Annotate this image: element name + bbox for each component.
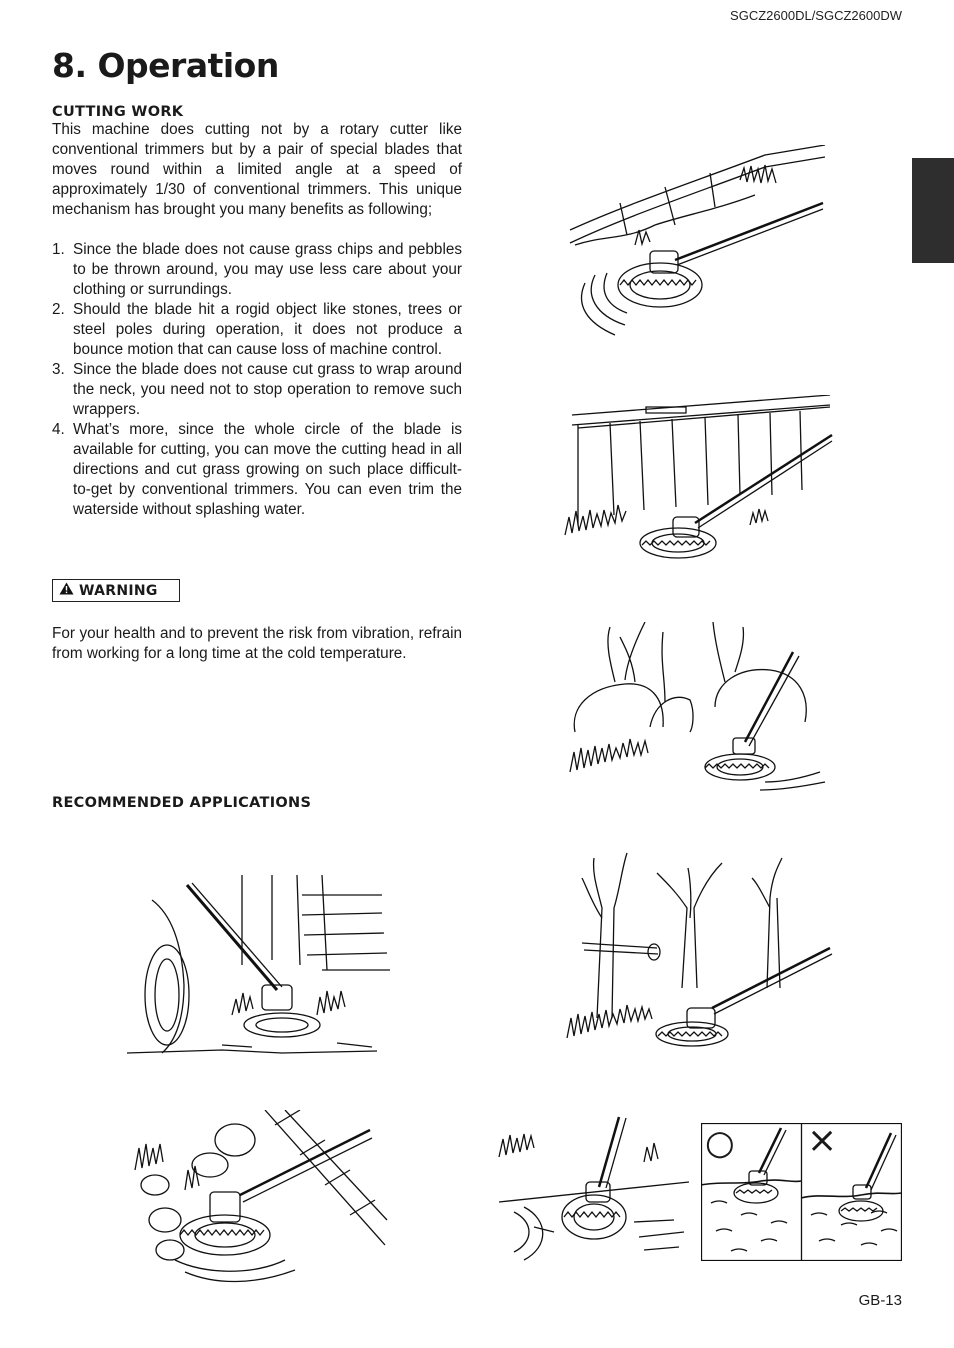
fence-trimming-illustration: [560, 395, 835, 575]
tree-trimming-illustration: [562, 848, 837, 1058]
rock-edge-trimming-illustration: [125, 1110, 390, 1290]
list-item: 4. What’s more, since the whole circle of the blade is available for cutting, you can move the cutting head in all directions and cut grass growing on such place difficult-to-get by conventional trimmers. You can even trim the waterside without splashing water.: [52, 421, 462, 518]
waterside-trimming-illustration: [494, 1112, 694, 1262]
water-depth-comparison: [701, 1120, 902, 1261]
warning-label: WARNING: [79, 582, 158, 599]
page-title: 8. Operation: [52, 46, 279, 85]
page-number: GB-13: [858, 1292, 902, 1309]
warning-text: For your health and to prevent the risk from vibration, refrain from working for a long time at the cold temperature.: [52, 625, 462, 662]
model-number: SGCZ2600DL/SGCZ2600DW: [730, 8, 902, 23]
section-tab: [912, 158, 954, 263]
ng-mark: ×: [807, 1120, 838, 1161]
warning-icon: [59, 582, 74, 600]
list-item: 3. Since the blade does not cause cut grass to wrap around the neck, you need not to stop operation to remove such wrappers.: [52, 361, 462, 418]
curb-trimming-illustration: [565, 145, 840, 345]
recommended-heading: RECOMMENDED APPLICATIONS: [52, 795, 312, 811]
cutting-work-heading: CUTTING WORK: [52, 104, 184, 120]
benefit-list: [52, 240, 462, 520]
shrub-trimming-illustration: [565, 622, 835, 797]
list-item: 2. Should the blade hit a rogid object like stones, trees or steel poles during operation, it does not produce a bounce motion that can cause loss of machine control.: [52, 301, 462, 358]
list-item: 1. Since the blade does not cause grass chips and pebbles to be thrown around, you may use less care about your clothing or surrundings.: [52, 241, 462, 298]
cutting-work-section: [52, 104, 462, 520]
cutting-work-intro: This machine does cutting not by a rotary cutter like conventional trimmers but by a pair of special blades that moves round within a limited angle at a speed of approximately 1/30 of conventional trimmers. This unique mechanism has brought you many benefits as following;: [52, 121, 462, 218]
car-wall-trimming-illustration: [122, 875, 392, 1060]
ok-mark: ○: [705, 1123, 735, 1163]
warning-box: [52, 579, 180, 602]
